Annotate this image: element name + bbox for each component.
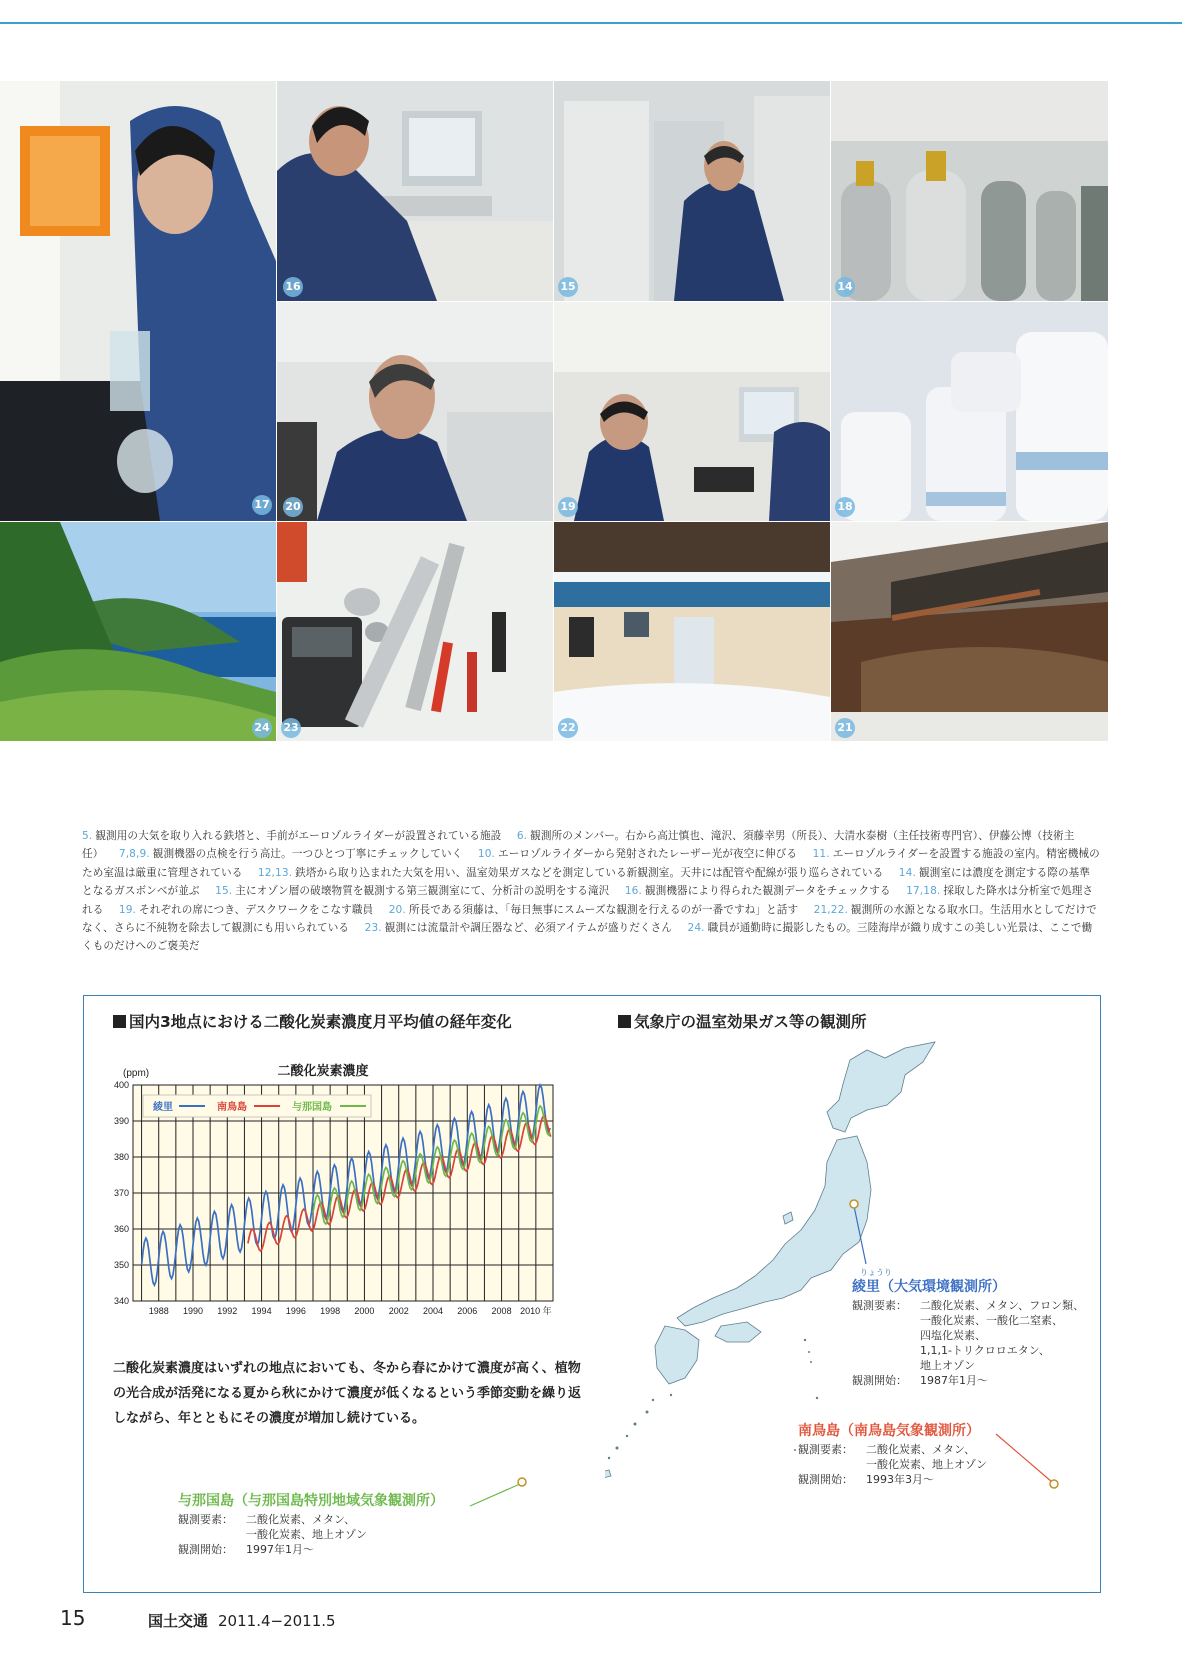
photo-20 (277, 302, 553, 521)
x-tick-label: 1992 (217, 1306, 238, 1316)
element-line: 地上オゾン (920, 1359, 975, 1372)
element-line: 一酸化炭素、一酸化二窒素、 (920, 1314, 1063, 1327)
caption: 7,8,9. 観測機器の点検を行う高辻。一つひとつ丁寧にチェックしていく (118, 848, 463, 861)
element-line: 二酸化炭素、メタン、 (246, 1513, 356, 1526)
page-number: 15 (60, 1606, 86, 1630)
photo-number: 22 (558, 718, 578, 738)
chart-description: 二酸化炭素濃度はいずれの地点においても、冬から春にかけて濃度が高く、植物の光合成が活発になる夏から秋にかけて濃度が低くなるという季節変動を繰り返しながら、年とともにその濃度が増加し続けている。 (113, 1361, 582, 1426)
photo-number: 18 (835, 497, 855, 517)
station-ryori (852, 1265, 1092, 1388)
map-heading: 気象庁の温室効果ガス等の観測所 (618, 1010, 867, 1032)
legend-label: 綾里 (153, 1102, 173, 1113)
photo-17 (0, 81, 276, 521)
element-line: 四塩化炭素、 (920, 1329, 986, 1342)
start-date: 1997年1月〜 (246, 1543, 314, 1556)
caption: 10. エーロゾルライダーから発射されたレーザー光が夜空に伸びる (477, 848, 798, 861)
y-tick-label: 380 (113, 1152, 129, 1162)
photo-number: 15 (558, 277, 578, 297)
y-tick-label: 340 (113, 1296, 129, 1306)
x-tick-label: 1990 (182, 1306, 204, 1316)
station-ryori-name: 綾里（大気環境観測所） (852, 1279, 1006, 1295)
shikoku-shape (715, 1322, 761, 1342)
chart-title: 二酸化炭素濃度 (277, 1064, 369, 1079)
heading-square-icon (618, 1015, 631, 1028)
photo-number: 21 (835, 718, 855, 738)
photo-14 (831, 81, 1108, 301)
co2-chart-svg (105, 1060, 595, 1350)
caption: 12,13. 鉄塔から取り込まれた大気を用い、温室効果ガスなどを測定している新観測室。天井には配管や配線が張り巡らされている (257, 866, 884, 879)
heading-square-icon (113, 1015, 126, 1028)
x-tick-label: 1996 (285, 1306, 306, 1316)
photo-number: 16 (283, 277, 303, 297)
caption: 14. 観測室には濃度を測定する際の基準となるガスボンベが並ぶ (82, 866, 1091, 898)
station-minamitorishima-name: 南鳥島（南鳥島気象観測所） (798, 1423, 980, 1439)
publication-name: 国土交通 (148, 1612, 209, 1630)
y-tick-label: 360 (113, 1224, 129, 1234)
x-tick-label: 2010 年 (520, 1306, 552, 1316)
y-axis-label: (ppm) (123, 1068, 150, 1079)
photo-21 (831, 522, 1108, 741)
photo-number: 23 (281, 718, 301, 738)
y-tick-label: 400 (113, 1080, 129, 1090)
photo-number: 19 (558, 497, 578, 517)
top-rule (0, 22, 1182, 24)
element-line: 二酸化炭素、メタン、 (866, 1443, 976, 1456)
photo-16 (277, 81, 553, 301)
x-tick-label: 2004 (422, 1306, 444, 1316)
chart-heading: 国内3地点における二酸化炭素濃度月平均値の経年変化 (113, 1010, 512, 1032)
kyushu-shape (655, 1326, 699, 1384)
start-date: 1987年1月〜 (920, 1374, 988, 1387)
x-tick-label: 2006 (457, 1306, 478, 1316)
x-tick-label: 2008 (491, 1306, 512, 1316)
caption: 11. エーロゾルライダーを設置する施設の室内。精密機械のため室温は厳重に管理されている (82, 848, 1100, 879)
station-minamitorishima (798, 1424, 1038, 1487)
legend-label: 与那国島 (292, 1102, 332, 1113)
caption: 20. 所長である須藤は、「毎日無事にスムーズな観測を行えるのが一番ですね」と話す (388, 903, 799, 916)
start-date: 1993年3月〜 (866, 1473, 934, 1486)
photo-number: 20 (283, 497, 303, 517)
photo-22 (554, 522, 830, 741)
photo-number: 14 (835, 277, 855, 297)
station-yonaguni (178, 1494, 498, 1557)
start-label: 観測開始： (178, 1543, 233, 1556)
hokkaido-shape (827, 1042, 935, 1132)
publication-dates: 2011.4−2011.5 (218, 1612, 336, 1630)
photo-number: 17 (252, 495, 272, 515)
caption: 17,18. 採取した降水は分析室で処理される (82, 885, 1094, 916)
photo-captions (82, 827, 1100, 956)
start-label: 観測開始： (798, 1473, 853, 1486)
caption: 19. それぞれの席につき、デスクワークをこなす職員 (118, 903, 374, 916)
honshu-shape (677, 1136, 871, 1326)
caption: 16. 観測機器により得られた観測データをチェックする (624, 885, 891, 898)
caption: 21,22. 観測所の水源となる取水口。生活用水としてだけでなく、さらに不純物を除去して観測にも用いられている (82, 903, 1097, 935)
caption: 5. 観測用の大気を取り入れる鉄塔と、手前がエーロゾルライダーが設置されている施設 (82, 830, 502, 842)
y-tick-label: 390 (113, 1116, 129, 1126)
y-tick-label: 350 (113, 1260, 129, 1270)
photo-19 (554, 302, 830, 521)
y-tick-label: 370 (113, 1188, 129, 1198)
x-tick-label: 2002 (388, 1306, 409, 1316)
caption: 24. 職員が通勤時に撮影したもの。三陸海岸が織り成すこの美しい光景は、ここで働くものだけへのご褒美だ (82, 922, 1093, 953)
element-line: 一酸化炭素、地上オゾン (246, 1528, 367, 1541)
photo-23 (277, 522, 553, 741)
x-tick-label: 1988 (148, 1306, 169, 1316)
element-line: 1,1,1-トリクロロエタン、 (920, 1344, 1050, 1357)
legend-label: 南鳥島 (217, 1102, 247, 1113)
elements-label: 観測要素： (798, 1443, 853, 1456)
photo-18 (831, 302, 1108, 521)
elements-label: 観測要素： (178, 1513, 233, 1526)
photo-number: 24 (252, 718, 272, 738)
elements-label: 観測要素： (852, 1299, 907, 1312)
x-tick-label: 2000 (354, 1306, 375, 1316)
station-ryori-ruby: りょうり (860, 1268, 892, 1277)
photo-15 (554, 81, 830, 301)
element-line: 二酸化炭素、メタン、フロン類、 (920, 1299, 1085, 1312)
caption: 15. 主にオゾン層の破壊物質を観測する第三観測室にて、分析計の説明をする滝沢 (215, 885, 610, 898)
element-line: 一酸化炭素、地上オゾン (866, 1458, 987, 1471)
x-tick-label: 1998 (320, 1306, 341, 1316)
co2-chart (105, 1060, 595, 1350)
caption: 23. 観測には流量計や調圧器など、必須アイテムが盛りだくさん (364, 922, 673, 935)
publication-info (148, 1610, 336, 1631)
caption: 6. 観測所のメンバー。右から高辻慎也、滝沢、須藤幸男（所長）、大清水泰樹（主任技術専門官）、伊藤公博（技術主任） (82, 830, 1075, 861)
photo-24 (0, 522, 276, 741)
sado-shape (783, 1212, 793, 1224)
x-tick-label: 1994 (251, 1306, 272, 1316)
station-yonaguni-name: 与那国島（与那国島特別地域気象観測所） (178, 1493, 444, 1509)
start-label: 観測開始： (852, 1374, 907, 1387)
